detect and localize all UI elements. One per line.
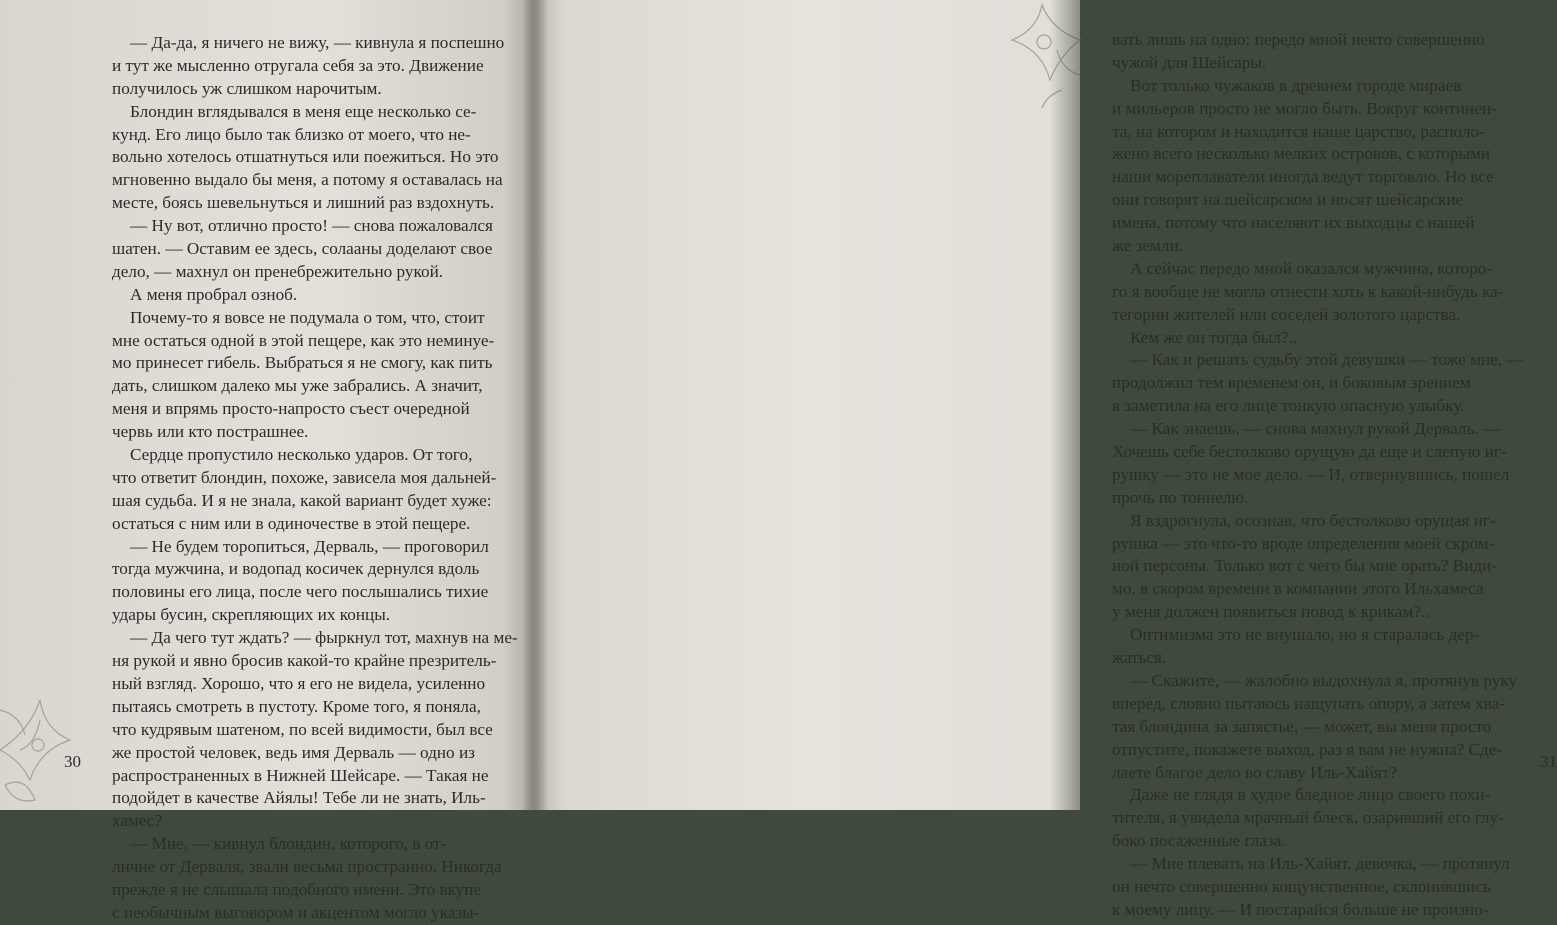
text-line: — Как знаешь, — снова махнул рукой Дерваль. —: [1130, 419, 1501, 439]
text-line: что кудрявым шатеном, по всей видимости, был все: [112, 719, 493, 739]
text-line: продолжил тем временем он, и боковым зрением: [1112, 373, 1471, 393]
text-line: с необычным выговором и акцентом могло указы-: [112, 902, 480, 922]
text-line: мгновенно выдало бы меня, а потому я оставалась на: [112, 170, 503, 190]
text-line: к моему лицу. — И постарайся больше не произно-: [1112, 899, 1489, 919]
text-line: же земли.: [1112, 236, 1183, 256]
text-line: прочь по тоннелю.: [1112, 487, 1249, 507]
text-line: личие от Дерваля, звали весьма пространно. Никогда: [112, 857, 502, 877]
text-line: тегории жителей или соседей золотого царства.: [1112, 304, 1461, 324]
text-line: они говорят на шейсарском и носят шейсарские: [1112, 190, 1464, 210]
text-line: хамес?: [112, 811, 163, 831]
text-line: Даже не глядя в худое бледное лицо своего похи-: [1130, 785, 1491, 805]
text-line: Хочешь себе бестолково орущую да еще и слепую иг-: [1112, 442, 1507, 462]
text-line: жаться.: [1112, 648, 1167, 668]
text-line: Сердце пропустило несколько ударов. От того,: [130, 445, 473, 465]
text-line: мне остаться одной в этой пещере, как это неминуе-: [112, 330, 495, 350]
right-page-text: [1112, 29, 1524, 922]
text-line: — Не будем торопиться, Дерваль, — проговорил: [130, 536, 489, 556]
text-line: получилось уж слишком нарочитым.: [112, 78, 382, 98]
text-line: мо, в скором времени в компании этого Ильхамеса: [1112, 579, 1484, 599]
text-line: — Как и решать судьбу этой девушки — тоже мне, —: [1130, 350, 1524, 370]
text-line: кунд. Его лицо было так близко от моего, что не-: [112, 124, 471, 144]
text-line: вольно хотелось отшатнуться или поежиться. Но это: [112, 147, 499, 167]
text-line: Почему-то я вовсе не подумала о том, что, стоит: [130, 307, 485, 327]
text-line: мо принесет гибель. Выбраться я не смогу, как пить: [112, 353, 493, 373]
text-line: вперед, словно пытаюсь нащупать опору, а затем хва-: [1112, 693, 1505, 713]
right-page: [532, 0, 1557, 919]
text-line: у меня должен появиться повод к крикам?..: [1112, 602, 1430, 622]
page-number-left: 30: [64, 752, 81, 771]
text-line: Блондин вглядывался в меня еще несколько се-: [130, 101, 477, 121]
text-line: та, на котором и находится наше царство, располо-: [1112, 121, 1485, 141]
text-line: шая судьба. И я не знала, какой вариант будет хуже:: [112, 490, 492, 510]
text-line: го я вообще не могла отнести хоть к какой-нибудь ка-: [1112, 281, 1504, 301]
floral-ornament-icon: [0, 690, 80, 810]
text-line: — Ну вот, отлично просто! — снова пожаловался: [130, 216, 493, 236]
text-line: лаете благое дело во славу Иль-Хайят?: [1112, 762, 1397, 782]
text-line: шатен. — Оставим ее здесь, солааны доделают свое: [112, 239, 493, 259]
text-line: тителя, я увидела мрачный блеск, озаривший его глу-: [1112, 808, 1504, 828]
text-line: рушку — это не мое дело. — И, отвернувшись, пошел: [1112, 464, 1510, 484]
left-page: [0, 0, 536, 922]
text-line: распространенных в Нижней Шейсаре. — Такая не: [112, 765, 489, 785]
text-line: прежде я не слышала подобного имени. Это вкупе: [112, 879, 482, 899]
text-line: тая блондина за запястье, — может, вы меня просто: [1112, 716, 1492, 736]
text-line: жено всего несколько мелких островов, с которыми: [1112, 144, 1491, 164]
page-edge-shadow: [1050, 0, 1080, 810]
text-line: боко посаженные глаза.: [1112, 831, 1286, 851]
left-page-text: [112, 32, 518, 925]
text-line: — Мне плевать на Иль-Хайят, девочка, — протянул: [1130, 854, 1510, 874]
text-line: ной персоны. Только вот с чего бы мне орать? Види-: [1112, 556, 1498, 576]
text-line: же простой человек, ведь имя Дерваль — одно из: [112, 742, 475, 762]
text-line: ня рукой и явно бросив какой-то крайне презритель-: [112, 651, 497, 671]
text-line: червь или кто пострашнее.: [112, 422, 309, 442]
text-line: месте, боясь шевельнуться и лишний раз вздохнуть.: [112, 193, 495, 213]
text-line: А меня пробрал озноб.: [130, 284, 298, 304]
text-line: Вот только чужаков в древнем городе мираев: [1130, 75, 1462, 95]
text-line: ный взгляд. Хорошо, что я его не видела, усиленно: [112, 673, 486, 693]
text-line: Оптимизма это не внушало, но я старалась дер-: [1130, 625, 1480, 645]
text-line: А сейчас передо мной оказался мужчина, которо-: [1130, 258, 1493, 278]
text-line: тогда мужчина, и водопад косичек дернулся вдоль: [112, 559, 480, 579]
text-line: рушка — это что-то вроде определения моей скром-: [1112, 533, 1495, 553]
text-line: имена, потому что населяют их выходцы с нашей: [1112, 213, 1475, 233]
text-line: и тут же мысленно отругала себя за это. Движение: [112, 55, 484, 75]
text-line: — Мне, — кивнул блондин, которого, в от-: [130, 834, 447, 854]
text-line: отпустите, покажете выход, раз я вам не нужна? Сде-: [1112, 739, 1503, 759]
text-line: половины его лица, после чего послышались тихие: [112, 582, 489, 602]
text-line: — Скажите, — жалобно выдохнула я, протянув руку: [1130, 670, 1518, 690]
text-line: что ответит блондин, похоже, зависела моя дальней-: [112, 467, 497, 487]
text-line: подойдет в качестве Айялы! Тебе ли не знать, Иль-: [112, 788, 486, 808]
text-line: пытаясь смотреть в пустоту. Кроме того, я поняла,: [112, 696, 481, 716]
text-line: чужой для Шейсары.: [1112, 52, 1267, 72]
text-line: он нечто совершенно кощунственное, склонившись: [1112, 876, 1491, 896]
page-number-right: 31: [1540, 752, 1557, 771]
text-line: остаться с ним или в одиночестве в этой пещере.: [112, 513, 471, 533]
text-line: удары бусин, скрепляющих их концы.: [112, 605, 391, 625]
text-line: Я вздрогнула, осознав, что бестолково орущая иг-: [1130, 510, 1496, 530]
text-line: — Да-да, я ничего не вижу, — кивнула я поспешно: [130, 33, 505, 52]
text-line: меня и впрямь просто-напросто съест очередной: [112, 399, 470, 419]
text-line: и мильеров просто не могло быть. Вокруг континен-: [1112, 98, 1497, 118]
text-line: вать лишь на одно: передо мной некто совершенно: [1112, 30, 1485, 49]
text-line: дело, — махнул он пренебрежительно рукой.: [112, 261, 444, 281]
text-line: дать, слишком далеко мы уже забрались. А значит,: [112, 376, 483, 396]
text-line: я заметила на его лице тонкую опасную улыбку.: [1112, 396, 1465, 416]
book-gutter: [522, 0, 548, 810]
text-line: Кем же он тогда был?..: [1130, 327, 1298, 347]
text-line: — Да чего тут ждать? — фыркнул тот, махнув на ме-: [130, 628, 518, 648]
text-line: наши мореплаватели иногда ведут торговлю. Но все: [1112, 167, 1494, 187]
